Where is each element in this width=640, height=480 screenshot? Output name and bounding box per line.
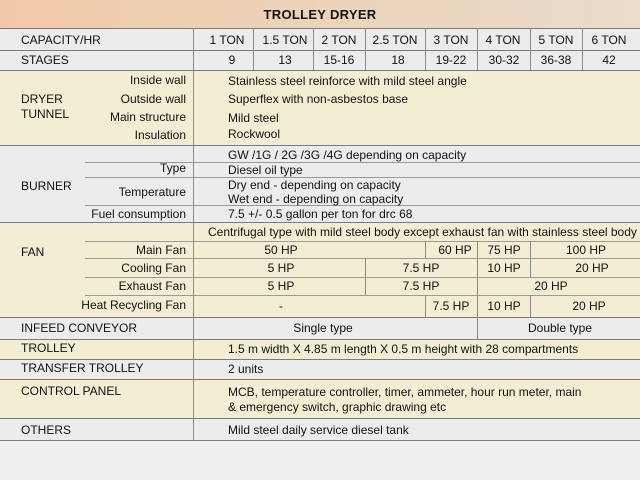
divider (0, 440, 640, 441)
control-panel-value: MCB, temperature controller, timer, ammeter, hour run meter, main (228, 385, 582, 399)
column-rule (477, 295, 478, 317)
divider (0, 222, 640, 223)
stages-value: 36-38 (540, 53, 572, 67)
capacity-value: 1.5 TON (262, 33, 308, 47)
control-panel-value: & emergency switch, graphic drawing etc (228, 400, 447, 414)
cooling-fan-value: 7.5 HP (402, 261, 440, 275)
column-rule (477, 28, 478, 70)
burner-type-label: Type (159, 161, 186, 175)
transfer-trolley-value: 2 units (228, 362, 264, 376)
row-rule (85, 258, 640, 259)
divider (0, 145, 640, 146)
exhaust-fan-value: 7.5 HP (402, 279, 440, 293)
column-rule (365, 28, 366, 70)
main-structure-value: Mild steel (228, 111, 279, 125)
outside-wall-value: Superflex with non-asbestos base (228, 92, 409, 106)
capacity-value: 6 TON (591, 33, 627, 47)
divider (0, 317, 640, 318)
burner-type-value: Diesel oil type (228, 163, 303, 177)
stages-value: 9 (228, 53, 236, 67)
column-rule (425, 241, 426, 258)
heat-recycling-fan-value: 7.5 HP (432, 299, 470, 313)
main-fan-value: 60 HP (438, 243, 472, 257)
infeed-double-value: Double type (527, 321, 593, 335)
infeed-single-value: Single type (293, 321, 353, 335)
divider (0, 50, 640, 51)
heat-recycling-fan-value: - (279, 299, 283, 313)
burner-temperature-value: Dry end - depending on capacity (228, 178, 401, 192)
divider (0, 379, 640, 380)
exhaust-fan-label: Exhaust Fan (118, 279, 186, 293)
column-rule (530, 295, 531, 317)
capacity-value: 4 TON (485, 33, 521, 47)
cooling-fan-value: 5 HP (267, 261, 295, 275)
column-rule (425, 295, 426, 317)
capacity-value: 2.5 TON (372, 33, 418, 47)
column-rule (365, 277, 366, 295)
column-rule (313, 28, 314, 70)
others-value: Mild steel daily service diesel tank (228, 423, 409, 437)
column-rule (193, 28, 194, 440)
capacity-value: 2 TON (321, 33, 357, 47)
main-fan-value: 100 HP (565, 243, 607, 257)
stages-value: 42 (602, 53, 616, 67)
main-fan-value: 50 HP (264, 243, 298, 257)
fuel-consumption-label: Fuel consumption (91, 207, 186, 221)
main-structure-label: Main structure (109, 110, 186, 124)
trolley-label: TROLLEY (21, 341, 76, 355)
divider (0, 339, 640, 340)
others-label: OTHERS (21, 423, 72, 437)
capacity-value: 1 TON (209, 33, 245, 47)
capacity-label: CAPACITY/HR (21, 33, 101, 47)
heat-recycling-fan-label: Heat Recycling Fan (81, 298, 186, 312)
column-rule (477, 258, 478, 277)
column-rule (477, 317, 478, 339)
trolley-value: 1.5 m width X 4.85 m length X 0.5 m height with 28 compartments (228, 342, 579, 356)
divider (0, 359, 640, 360)
exhaust-fan-value: 5 HP (267, 279, 295, 293)
burner-temperature-label: Temperature (118, 185, 186, 199)
column-rule (530, 258, 531, 277)
column-rule (253, 28, 254, 70)
column-rule (530, 241, 531, 258)
main-fan-label: Main Fan (135, 243, 186, 257)
main-fan-value: 75 HP (487, 243, 521, 257)
cooling-fan-label: Cooling Fan (121, 261, 186, 275)
inside-wall-value: Stainless steel reinforce with mild steel angle (228, 74, 467, 88)
dryer-tunnel-label: TUNNEL (21, 107, 70, 121)
cooling-fan-value: 10 HP (487, 261, 521, 275)
column-rule (477, 241, 478, 258)
burner-label: BURNER (21, 179, 72, 193)
stages-value: 13 (278, 53, 292, 67)
table-title: TROLLEY DRYER (0, 0, 640, 28)
fan-general-value: Centrifugal type with mild steel body except exhaust fan with stainless steel body (208, 225, 637, 239)
fuel-consumption-value: 7.5 +/- 0.5 gallon per ton for drc 68 (228, 207, 413, 221)
column-rule (530, 28, 531, 70)
divider (0, 418, 640, 419)
column-rule (365, 258, 366, 277)
column-rule (582, 28, 583, 70)
stages-value: 15-16 (323, 53, 355, 67)
heat-recycling-fan-value: 20 HP (572, 299, 606, 313)
transfer-trolley-label: TRANSFER TROLLEY (21, 361, 144, 375)
burner-temperature-value: Wet end - depending on capacity (228, 192, 404, 206)
divider (0, 28, 640, 29)
stages-label: STAGES (21, 53, 69, 67)
fan-label: FAN (21, 245, 45, 259)
control-panel-label: CONTROL PANEL (21, 384, 122, 398)
capacity-value: 5 TON (538, 33, 574, 47)
insulation-label: Insulation (134, 128, 186, 142)
stages-value: 30-32 (488, 53, 520, 67)
inside-wall-label: Inside wall (129, 73, 186, 87)
column-rule (477, 277, 478, 295)
row-rule (85, 241, 640, 242)
cooling-fan-value: 20 HP (575, 261, 609, 275)
heat-recycling-fan-value: 10 HP (487, 299, 521, 313)
insulation-value: Rockwool (228, 127, 281, 141)
burner-general-value: GW /1G / 2G /3G /4G depending on capacity (228, 148, 467, 162)
capacity-value: 3 TON (433, 33, 469, 47)
stages-value: 18 (391, 53, 405, 67)
infeed-conveyor-label: INFEED CONVEYOR (21, 321, 138, 335)
row-rule (85, 277, 640, 278)
dryer-tunnel-label: DRYER (21, 92, 63, 106)
divider (0, 70, 640, 71)
row-rule (85, 295, 640, 296)
outside-wall-label: Outside wall (120, 92, 186, 106)
stages-value: 19-22 (435, 53, 467, 67)
exhaust-fan-value: 20 HP (534, 279, 568, 293)
column-rule (425, 28, 426, 70)
